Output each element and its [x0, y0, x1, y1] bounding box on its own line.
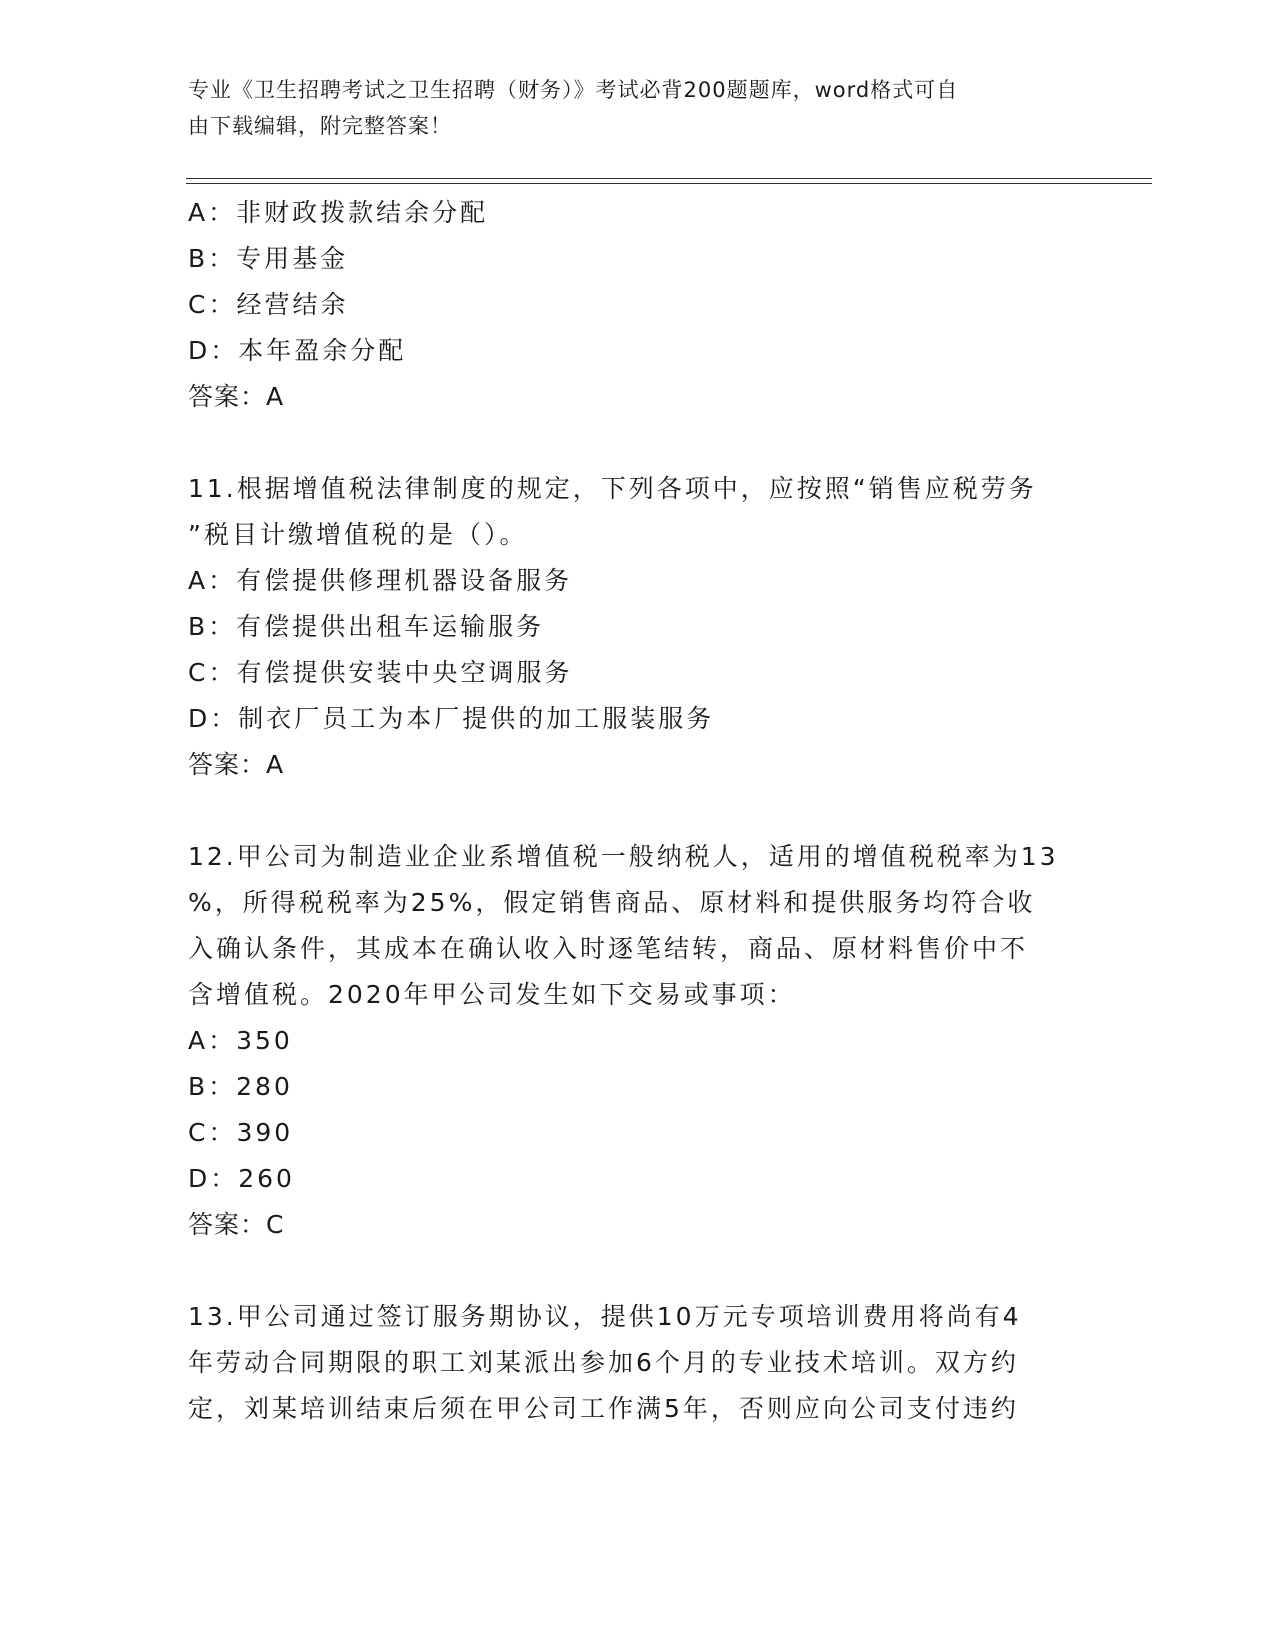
- header-line-2: 由下载编辑，附完整答案！: [188, 114, 452, 138]
- spacer: [188, 420, 1088, 466]
- option-a: A：350: [188, 1026, 293, 1055]
- spacer: [188, 788, 1088, 834]
- question-13: [188, 1294, 1088, 1432]
- question-stem-line: 11.根据增值税法律制度的规定，下列各项中，应按照“销售应税劳务: [188, 474, 1037, 503]
- spacer: [188, 1248, 1088, 1294]
- document-body: [188, 190, 1088, 1432]
- option-d: D：制衣厂员工为本厂提供的加工服装服务: [188, 704, 715, 733]
- option-b: B：280: [188, 1072, 293, 1101]
- option-d: D：260: [188, 1164, 295, 1193]
- option-b: B：有偿提供出租车运输服务: [188, 612, 545, 641]
- header-divider-bottom: [186, 183, 1152, 184]
- question-11: [188, 466, 1088, 788]
- question-10: [188, 190, 1088, 420]
- header-line-1: 专业《卫生招聘考试之卫生招聘（财务）》考试必背200题题库，word格式可自: [188, 78, 959, 102]
- header-divider-top: [186, 178, 1152, 179]
- option-c: C：有偿提供安装中央空调服务: [188, 658, 573, 687]
- document-header: [188, 72, 1088, 144]
- question-stem-line: ”税目计缴增值税的是（）。: [188, 520, 528, 549]
- question-stem-line: 含增值税。2020年甲公司发生如下交易或事项：: [188, 980, 796, 1009]
- answer: 答案：C: [188, 1210, 285, 1239]
- option-a: A：有偿提供修理机器设备服务: [188, 566, 573, 595]
- question-stem-line: 年劳动合同期限的职工刘某派出参加6个月的专业技术培训。双方约: [188, 1348, 1019, 1377]
- question-stem-line: %，所得税税率为25%，假定销售商品、原材料和提供服务均符合收: [188, 888, 1036, 917]
- question-stem-line: 定，刘某培训结束后须在甲公司工作满5年，否则应向公司支付违约: [188, 1394, 1019, 1423]
- option-c: C：390: [188, 1118, 294, 1147]
- question-stem-line: 13.甲公司通过签订服务期协议，提供10万元专项培训费用将尚有4: [188, 1302, 1022, 1331]
- option-a: A：非财政拨款结余分配: [188, 198, 489, 227]
- option-c: C：经营结余: [188, 290, 349, 319]
- answer: 答案：A: [188, 750, 285, 779]
- option-b: B：专用基金: [188, 244, 349, 273]
- answer: 答案：A: [188, 382, 285, 411]
- question-stem-line: 12.甲公司为制造业企业系增值税一般纳税人，适用的增值税税率为13: [188, 842, 1059, 871]
- question-12: [188, 834, 1088, 1248]
- option-d: D：本年盈余分配: [188, 336, 407, 365]
- question-stem-line: 入确认条件，其成本在确认收入时逐笔结转，商品、原材料售价中不: [188, 934, 1029, 963]
